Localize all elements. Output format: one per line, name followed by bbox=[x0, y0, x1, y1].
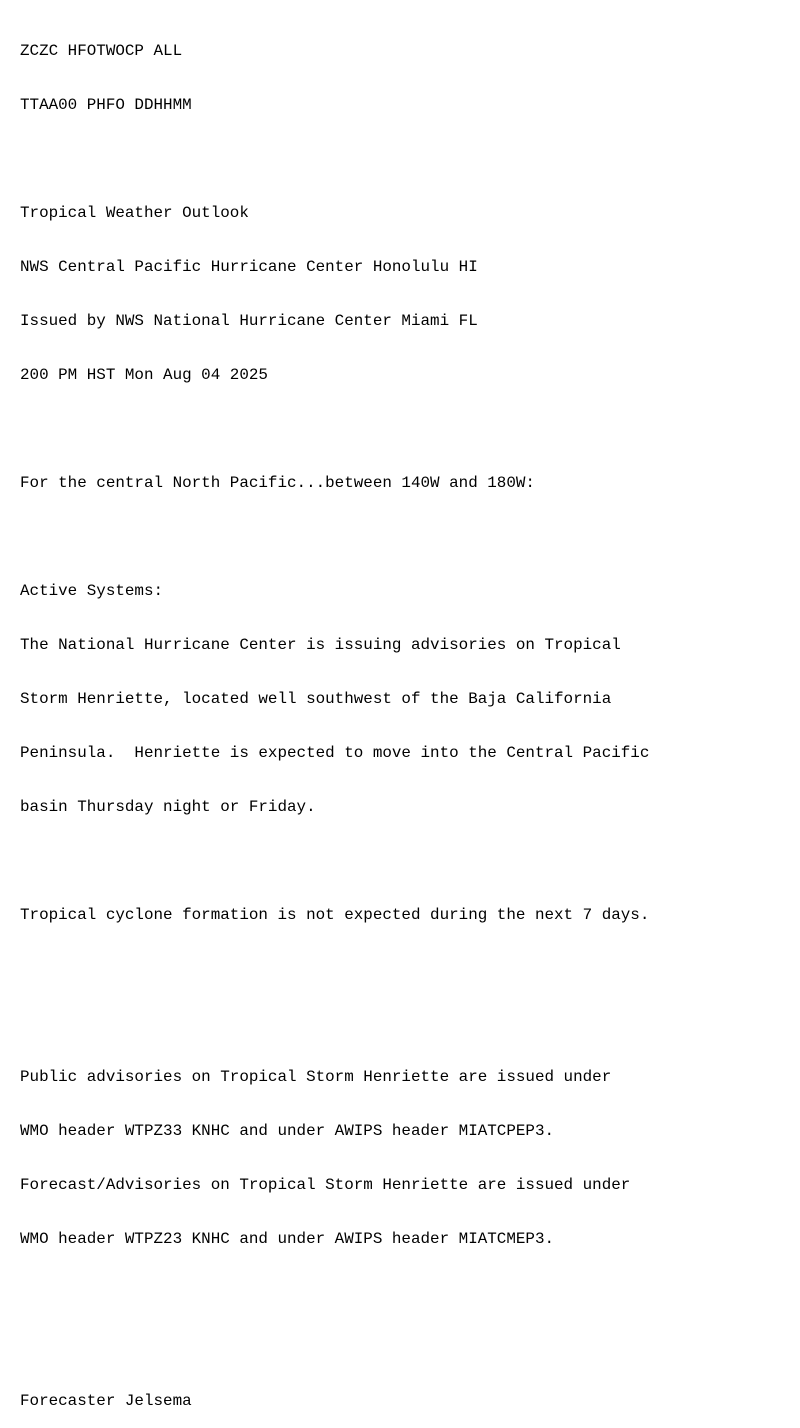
spacer bbox=[20, 150, 649, 168]
issuing-office: NWS Central Pacific Hurricane Center Honolulu HI bbox=[20, 258, 478, 276]
formation-outlook: Tropical cyclone formation is not expected during the next 7 days. bbox=[20, 906, 650, 924]
active-systems-line: The National Hurricane Center is issuing advisories on Tropical bbox=[20, 636, 621, 654]
advisory-line: Forecast/Advisories on Tropical Storm Henriette are issued under bbox=[20, 1176, 631, 1194]
spacer bbox=[20, 528, 649, 546]
active-systems-line: basin Thursday night or Friday. bbox=[20, 798, 316, 816]
spacer bbox=[20, 1338, 649, 1356]
advisory-line: WMO header WTPZ23 KNHC and under AWIPS header MIATCMEP3. bbox=[20, 1230, 555, 1248]
spacer bbox=[20, 420, 649, 438]
advisory-line: WMO header WTPZ33 KNHC and under AWIPS header MIATCPEP3. bbox=[20, 1122, 555, 1140]
outlook-title: Tropical Weather Outlook bbox=[20, 204, 249, 222]
forecaster-signature: Forecaster Jelsema bbox=[20, 1392, 192, 1410]
issue-datetime: 200 PM HST Mon Aug 04 2025 bbox=[20, 366, 268, 384]
header-line-1: ZCZC HFOTWOCP ALL bbox=[20, 42, 183, 60]
weather-outlook-bulletin bbox=[20, 6, 649, 1428]
spacer bbox=[20, 960, 649, 978]
spacer bbox=[20, 1284, 649, 1302]
issued-by: Issued by NWS National Hurricane Center Miami FL bbox=[20, 312, 478, 330]
active-systems-line: Peninsula. Henriette is expected to move into the Central Pacific bbox=[20, 744, 650, 762]
spacer bbox=[20, 1014, 649, 1032]
advisory-line: Public advisories on Tropical Storm Henriette are issued under bbox=[20, 1068, 612, 1086]
active-systems-heading: Active Systems: bbox=[20, 582, 164, 600]
active-systems-line: Storm Henriette, located well southwest of the Baja California bbox=[20, 690, 612, 708]
spacer bbox=[20, 852, 649, 870]
header-line-2: TTAA00 PHFO DDHHMM bbox=[20, 96, 192, 114]
region-description: For the central North Pacific...between 140W and 180W: bbox=[20, 474, 535, 492]
